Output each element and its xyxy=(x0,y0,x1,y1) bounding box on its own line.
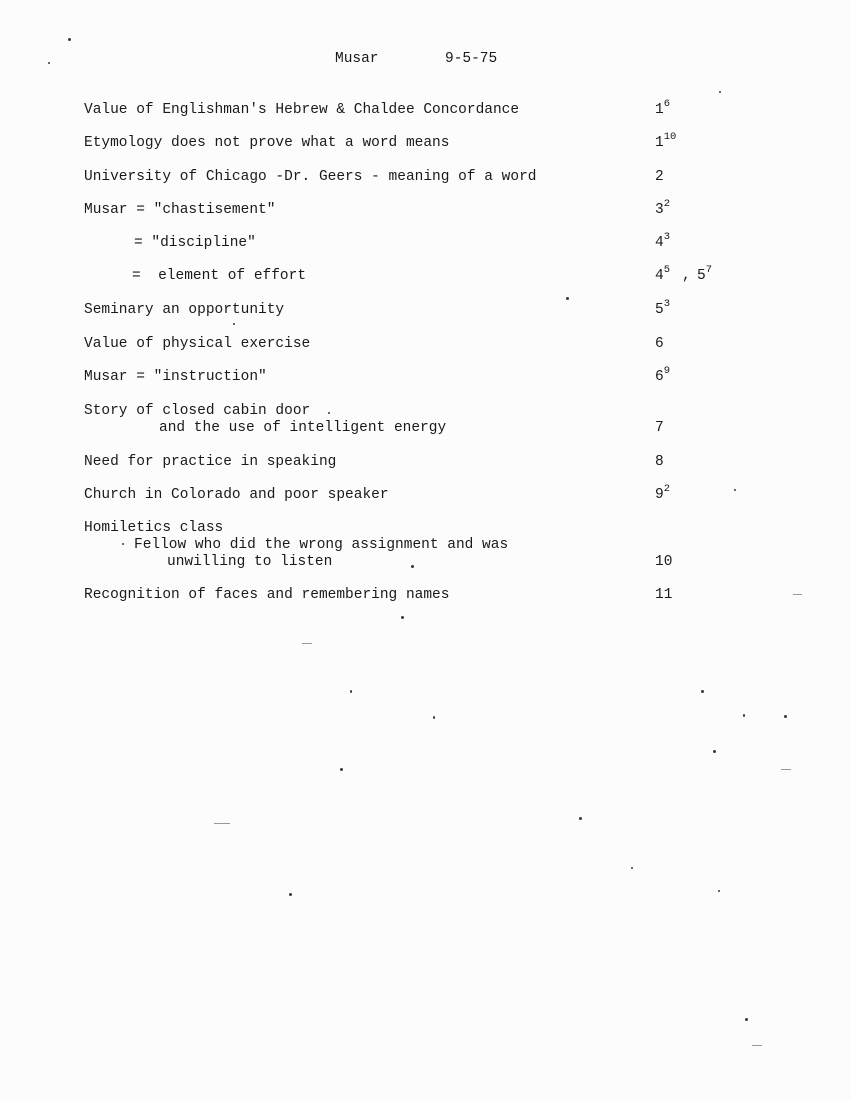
document-date: 9-5-75 xyxy=(445,51,498,67)
scan-speck xyxy=(713,750,716,753)
entry-topic: University of Chicago -Dr. Geers - meaning of a word xyxy=(84,169,537,185)
scan-speck xyxy=(122,543,124,545)
entry-page: $9^2$ xyxy=(655,483,671,503)
entry-topic: Value of physical exercise xyxy=(84,336,311,352)
entry-page-separator: , xyxy=(682,268,691,284)
entry-topic: Recognition of faces and remembering names xyxy=(84,587,450,603)
scan-speck xyxy=(289,893,292,896)
scan-speck xyxy=(48,62,50,64)
entry-subtopic: Fellow who did the wrong assignment and was xyxy=(134,537,509,553)
entry-topic: Church in Colorado and poor speaker xyxy=(84,487,389,503)
entry-page: $6^9$ xyxy=(655,365,671,385)
scan-speck xyxy=(784,715,787,718)
entry-subtopic: unwilling to listen xyxy=(167,554,333,570)
scan-speck xyxy=(328,412,330,414)
entry-page: $4^3$ xyxy=(655,231,671,251)
entry-topic: Value of Englishman's Hebrew & Chaldee Concordance xyxy=(84,102,520,118)
scan-mark xyxy=(793,594,802,595)
scan-speck xyxy=(411,565,414,568)
scan-mark xyxy=(302,643,312,644)
entry-topic: Musar = "chastisement" xyxy=(84,202,276,218)
scan-mark xyxy=(781,769,791,770)
scan-speck xyxy=(68,38,71,41)
scan-speck xyxy=(566,297,569,300)
entry-page: 10 xyxy=(655,554,673,570)
entry-page: 8 xyxy=(655,454,664,470)
scan-speck xyxy=(743,714,745,717)
scan-speck xyxy=(745,1018,748,1021)
entry-topic: Etymology does not prove what a word means xyxy=(84,135,450,151)
entry-page: 2 xyxy=(655,169,664,185)
scan-speck xyxy=(579,817,582,820)
scan-speck xyxy=(734,489,736,491)
entry-page: $4^5$ xyxy=(655,264,671,284)
scan-speck xyxy=(701,690,704,693)
entry-page: 11 xyxy=(655,587,673,603)
scan-mark xyxy=(752,1045,762,1046)
entry-page-secondary: $5^7$ xyxy=(697,264,713,284)
entry-topic: = "discipline" xyxy=(134,235,256,251)
scan-speck xyxy=(350,690,352,693)
scan-speck xyxy=(233,323,235,325)
entry-page: 7 xyxy=(655,420,664,436)
entry-topic: Need for practice in speaking xyxy=(84,454,337,470)
scan-speck xyxy=(631,867,633,869)
entry-page: $1^6$ xyxy=(655,98,671,118)
entry-page: $5^3$ xyxy=(655,298,671,318)
entry-topic: = element of effort xyxy=(132,268,307,284)
scan-speck xyxy=(719,91,721,93)
entry-page: 6 xyxy=(655,336,664,352)
scan-speck xyxy=(718,890,720,892)
scan-speck xyxy=(340,768,343,771)
document-title: Musar xyxy=(335,51,379,67)
entry-topic: Musar = "instruction" xyxy=(84,369,267,385)
entry-page: $1^{10}$ xyxy=(655,131,677,151)
entry-subtopic: and the use of intelligent energy xyxy=(159,420,447,436)
entry-page: $3^2$ xyxy=(655,198,671,218)
entry-topic: Homiletics class xyxy=(84,520,224,536)
entry-topic: Seminary an opportunity xyxy=(84,302,285,318)
scan-speck xyxy=(433,716,435,719)
entry-topic: Story of closed cabin door xyxy=(84,403,311,419)
scan-mark xyxy=(214,823,230,824)
scan-speck xyxy=(401,616,404,619)
